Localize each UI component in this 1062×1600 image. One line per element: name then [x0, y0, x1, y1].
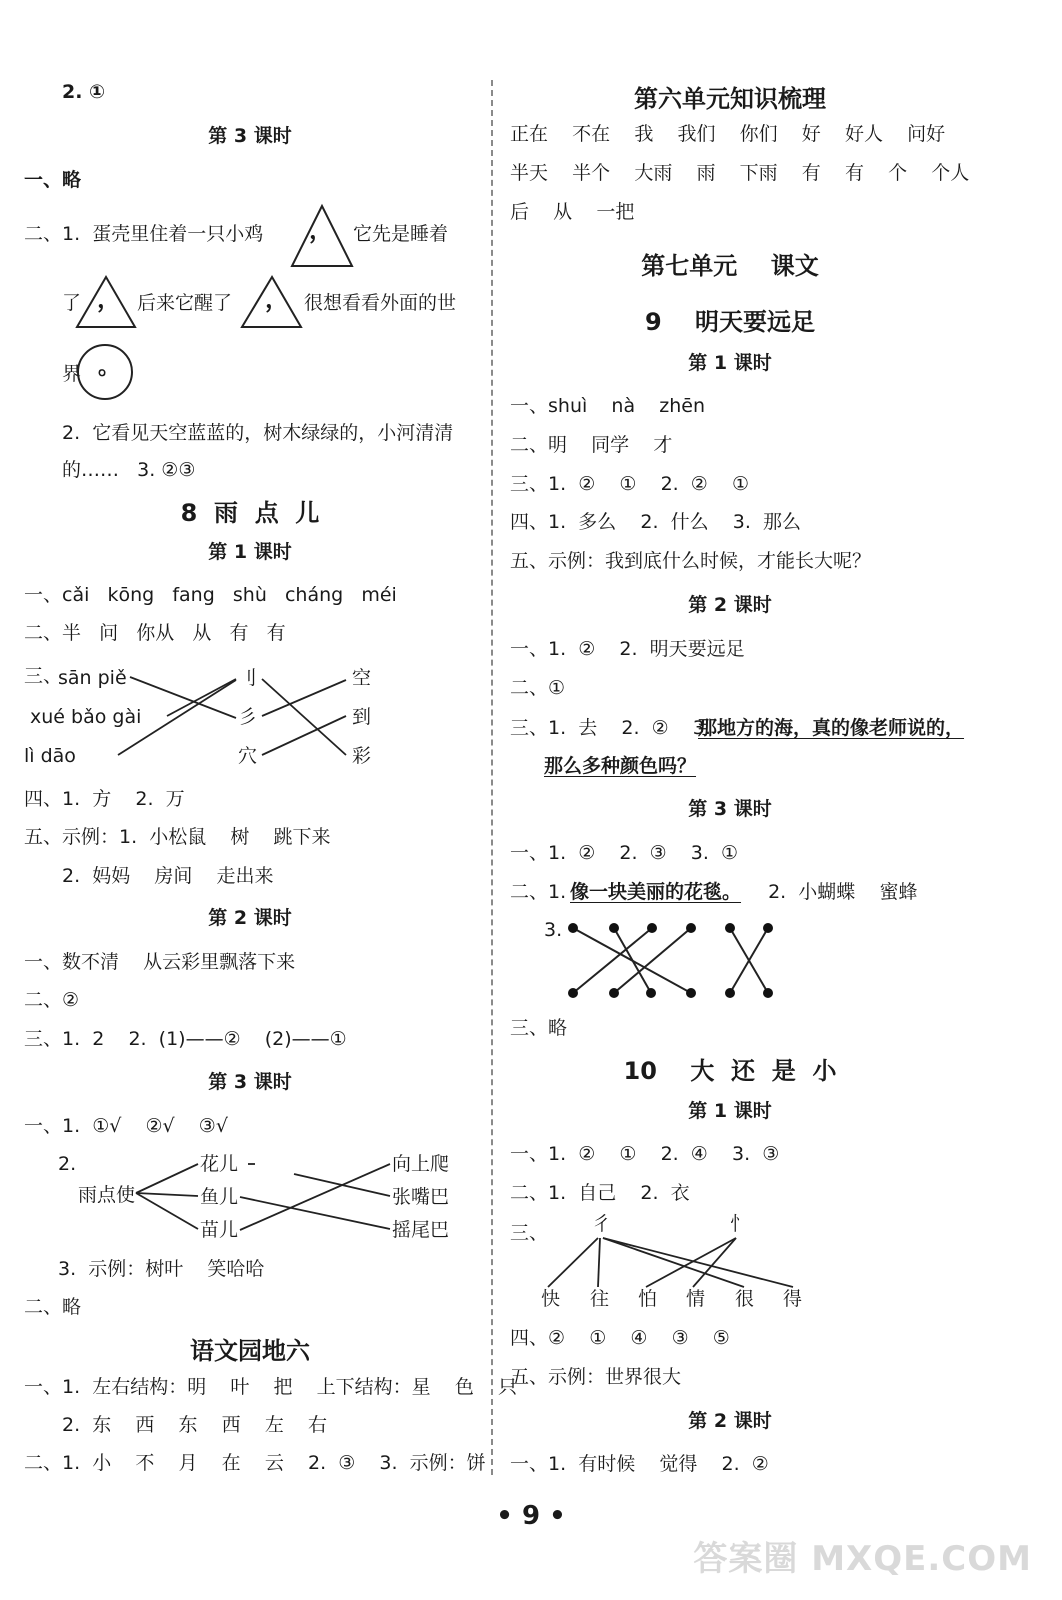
lesson-heading: 第 3 课时 [688, 798, 772, 820]
answer-line: 一、shuì nà zhēn [510, 395, 706, 417]
answer-line: 2. 它看见天空蓝蓝的，树木绿绿的，小河清清 [62, 422, 454, 444]
answer-line: 三、1. ② ① 2. ② ① [510, 473, 750, 495]
answer-line: 三、 [510, 1222, 549, 1244]
answer-line: 3. [544, 919, 563, 941]
answer-line: 了 [62, 292, 82, 314]
answer-line: 四、② ① ④ ③ ⑤ [510, 1327, 730, 1349]
underlined-answer: 那地方的海，真的像老师说的， [698, 717, 965, 739]
answer-line: 一、略 [24, 169, 82, 191]
triangle-frame [77, 277, 135, 327]
answer-line: 一、数不清 从云彩里飘落下来 [24, 951, 296, 973]
answer-line: 一、1. ② 2. 明天要远足 [510, 638, 745, 660]
radical-node: 彳 [592, 1213, 612, 1235]
answer-line: 五、示例：我到底什么时候，才能长大呢？ [510, 550, 872, 572]
character-node: 情 [686, 1288, 706, 1310]
answer-line: 2. 小蝴蝶 蜜蜂 [756, 881, 918, 903]
answer-line: 后 从 一把 [510, 201, 635, 223]
diagram-node: 张嘴巴 [392, 1186, 450, 1208]
character-node: 很 [735, 1288, 755, 1310]
lesson-heading: 第 2 课时 [688, 1410, 772, 1432]
page-number: • 9 • [496, 1501, 566, 1531]
lesson-heading: 第 3 课时 [208, 125, 292, 147]
diagram-lines [136, 1164, 390, 1230]
section-title: 语文园地六 [190, 1337, 310, 1365]
diagram-node: 向上爬 [392, 1153, 450, 1175]
lesson-title: 9 明天要远足 [644, 308, 816, 336]
character-node: 得 [783, 1288, 803, 1310]
diagram-node: 苗儿 [200, 1219, 239, 1241]
unit-title: 第七单元 课文 [641, 252, 819, 280]
lesson-title: 8 雨 点 儿 [180, 499, 320, 527]
answer-line: 一、1. ② 2. ③ 3. ① [510, 842, 739, 864]
dot-markers [568, 923, 773, 998]
match-character: 空 [352, 667, 372, 689]
answer-line: 二、1. 蛋壳里住着一只小鸡 [24, 223, 264, 245]
answer-line: 三、略 [510, 1017, 568, 1039]
answer-line: 一、1. ② ① 2. ④ 3. ③ [510, 1143, 780, 1165]
answer-line: 四、1. 多么 2. 什么 3. 那么 [510, 511, 801, 533]
lesson-heading: 第 3 课时 [208, 1071, 292, 1093]
character-node: 往 [590, 1288, 610, 1310]
match-pinyin: xué bǎo gài [30, 706, 142, 728]
punctuation-in-triangle: ， [265, 285, 289, 313]
answer-line: 3. 示例：树叶 笑哈哈 [58, 1258, 265, 1280]
character-node: 怕 [638, 1288, 658, 1310]
diagram-node: 鱼儿 [200, 1186, 239, 1208]
matching-lines [118, 677, 346, 755]
match-pinyin: lì dāo [24, 745, 76, 767]
answer-line: 后来它醒了 [137, 292, 233, 314]
answer-line: 一、1. 左右结构：明 叶 把 上下结构：星 色 只 [24, 1376, 517, 1398]
underlined-answer: 那么多种颜色吗？ [544, 755, 697, 777]
dot-matching-lines [573, 928, 768, 993]
underlined-answer: 像一块美丽的花毯。 [570, 881, 742, 903]
answer-line: 半天 半个 大雨 雨 下雨 有 有 个 个人 [510, 162, 970, 184]
answer-line: 二、半 问 你从 从 有 有 [24, 622, 286, 644]
answer-line: 二、1. 自己 2. 衣 [510, 1182, 690, 1204]
answer-line: 它先是睡着 [353, 223, 449, 245]
triangle-frame [292, 206, 352, 266]
answer-line: 二、1. [510, 881, 573, 903]
answer-line: 三、 [24, 665, 63, 687]
diagram-node: 摇尾巴 [392, 1219, 450, 1241]
match-character: 到 [352, 706, 372, 728]
punctuation-in-triangle: ， [97, 285, 121, 313]
answer-line: 2. ① [62, 81, 106, 103]
punctuation-in-circle: 。 [98, 355, 121, 380]
match-radical: 刂 [238, 667, 258, 689]
answer-line: 二、1. 小 不 月 在 云 2. ③ 3. 示例：饼 [24, 1452, 486, 1474]
answer-line: 五、示例：1. 小松鼠 树 跳下来 [24, 826, 331, 848]
lesson-heading: 第 1 课时 [688, 1100, 772, 1122]
answer-line: 2. [58, 1153, 77, 1175]
lesson-heading: 第 1 课时 [688, 352, 772, 374]
answer-line: 二、② [24, 989, 80, 1011]
match-pinyin: sān piě [58, 667, 127, 689]
match-radical: 穴 [238, 745, 258, 767]
lesson-title: 10 大 还 是 小 [623, 1057, 837, 1085]
radical-node: 忄 [730, 1213, 750, 1235]
punctuation-in-triangle: ， [309, 216, 333, 244]
answer-line: 四、1. 方 2. 万 [24, 788, 185, 810]
answer-line: 2. 东 西 东 西 左 右 [62, 1414, 327, 1436]
radical-lines [548, 1238, 793, 1287]
match-radical: 彡 [238, 706, 258, 728]
answer-line: 二、略 [24, 1296, 82, 1318]
answer-line: 二、明 同学 才 [510, 434, 673, 456]
match-character: 彩 [352, 745, 372, 767]
answer-line: 的…… 3. ②③ [62, 459, 196, 481]
answer-line: 一、1. ①√ ②√ ③√ [24, 1115, 228, 1137]
lesson-heading: 第 2 课时 [208, 907, 292, 929]
watermark-logo: 答案圈 MXQE.COM [693, 1539, 1032, 1579]
answer-line: 二、① [510, 677, 566, 699]
answer-line: 三、1. 去 2. ② 3. [510, 717, 717, 739]
section-title: 第六单元知识梳理 [634, 85, 826, 113]
lesson-heading: 第 2 课时 [688, 594, 772, 616]
answer-line: 五、示例：世界很大 [510, 1366, 682, 1388]
answer-line: 2. 妈妈 房间 走出来 [62, 865, 274, 887]
answer-line: 一、cǎi kōng fang shù cháng méi [24, 584, 397, 606]
answer-line: 三、1. 2 2. (1)——② (2)——① [24, 1028, 347, 1050]
lesson-heading: 第 1 课时 [208, 541, 292, 563]
character-node: 快 [541, 1288, 561, 1310]
answer-line: 一、1. 有时候 觉得 2. ② [510, 1453, 769, 1475]
diagram-node: 花儿 [200, 1153, 239, 1175]
triangle-frame [242, 277, 301, 327]
answer-line: 很想看看外面的世 [304, 292, 457, 314]
answer-line: 界 [62, 363, 82, 385]
answer-line: 正在 不在 我 我们 你们 好 好人 问好 [510, 123, 946, 145]
circle-frame [78, 345, 132, 399]
diagram-root: 雨点使 [78, 1184, 136, 1206]
